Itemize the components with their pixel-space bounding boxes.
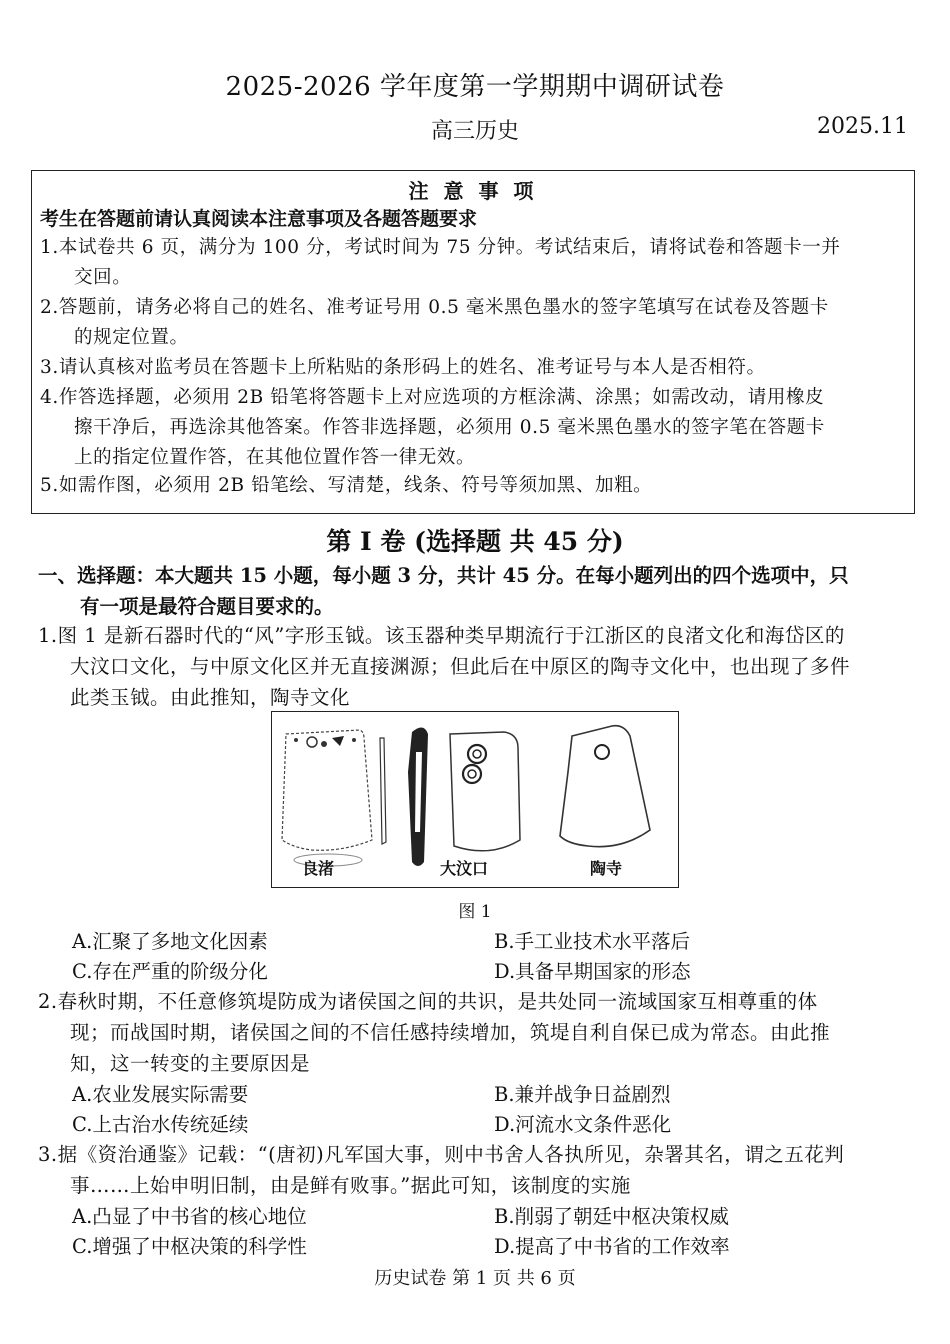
taosi-axe-image xyxy=(560,726,650,847)
question-2-option-d[interactable]: D.河流水文条件恶化 xyxy=(494,1113,672,1136)
question-1-line-2: 大汶口文化，与中原文化区并无直接渊源；但此后在中原区的陶寺文化中，也出现了多件 xyxy=(70,655,851,678)
question-2-line-1: 2.春秋时期，不任意修筑堤防成为诸侯国之间的共识，是共处同一流域国家互相尊重的体 xyxy=(38,990,818,1013)
figure-label-liangzhu: 良渚 xyxy=(302,859,335,878)
figure-label-taosi: 陶寺 xyxy=(590,859,623,878)
question-2-line-3: 知，这一转变的主要原因是 xyxy=(70,1052,311,1075)
notice-item-1-line-2: 交回。 xyxy=(74,267,132,288)
notice-item-1-line-1: 1.本试卷共 6 页，满分为 100 分，考试时间为 75 分钟。考试结束后，请将试卷和答题卡一并 xyxy=(40,237,841,258)
question-1-option-d[interactable]: D.具备早期国家的形态 xyxy=(494,960,691,983)
figure-label-dawenkou: 大汶口 xyxy=(440,859,489,878)
question-2-option-c[interactable]: C.上古治水传统延续 xyxy=(72,1113,249,1136)
question-3-option-d[interactable]: D.提高了中书省的工作效率 xyxy=(494,1235,730,1258)
figure-caption: 图 1 xyxy=(458,902,492,922)
notice-item-3 xyxy=(40,353,908,383)
section-title: 第 I 卷 (选择题 共 45 分) xyxy=(326,527,624,556)
question-2-stem xyxy=(38,986,918,1079)
question-1-stem xyxy=(38,620,918,713)
question-3-option-b[interactable]: B.削弱了朝廷中枢决策权威 xyxy=(494,1205,730,1228)
notice-subheading: 考生在答题前请认真阅读本注意事项及各题答题要求 xyxy=(40,208,478,230)
notice-item-4-line-3: 上的指定位置作答，在其他位置作答一律无效。 xyxy=(74,447,476,468)
exam-subject: 高三历史 xyxy=(430,119,519,144)
question-3-option-a[interactable]: A.凸显了中书省的核心地位 xyxy=(72,1205,307,1228)
question-2-line-2: 现；而战国时期，诸侯国之间的不信任感持续增加，筑堤自利自保已成为常态。由此推 xyxy=(70,1021,831,1044)
figure-jade-axes xyxy=(271,711,679,888)
notice-item-3-line-1: 3.请认真核对监考员在答题卡上所粘贴的条形码上的姓名、准考证号与本人是否相符。 xyxy=(40,357,766,378)
liangzhu-axe-image xyxy=(282,730,386,866)
question-2-option-b[interactable]: B.兼并战争日益剧烈 xyxy=(494,1083,671,1106)
section-instruction-line-2: 有一项是最符合题目要求的。 xyxy=(80,595,334,618)
notice-item-2 xyxy=(40,293,908,353)
notice-item-4-line-2: 擦干净后，再选涂其他答案。作答非选择题，必须用 0.5 毫米黑色墨水的签字笔在答题卡 xyxy=(74,417,825,438)
notice-item-1 xyxy=(40,233,908,293)
question-1-line-3: 此类玉钺。由此推知，陶寺文化 xyxy=(70,686,351,709)
question-3-stem xyxy=(38,1139,918,1201)
exam-title: 2025-2026 学年度第一学期期中调研试卷 xyxy=(225,72,725,102)
notice-item-2-line-1: 2.答题前，请务必将自己的姓名、准考证号用 0.5 毫米黑色墨水的签字笔填写在试卷及答题卡 xyxy=(40,297,829,318)
question-2-option-a[interactable]: A.农业发展实际需要 xyxy=(72,1083,249,1106)
notice-item-4 xyxy=(40,383,908,473)
question-1-option-b[interactable]: B.手工业技术水平落后 xyxy=(494,930,691,953)
question-1-line-1: 1.图 1 是新石器时代的“风”字形玉钺。该玉器种类早期流行于江浙区的良渚文化和海岱区的 xyxy=(38,624,845,647)
notice-item-5-line-1: 5.如需作图，必须用 2B 铅笔绘、写清楚，线条、符号等须加黑、加粗。 xyxy=(40,475,653,496)
question-3-line-1: 3.据《资治通鉴》记载：“(唐初)凡军国大事，则中书舍人各执所见，杂署其名，谓之五花判 xyxy=(38,1143,845,1166)
question-3-option-c[interactable]: C.增强了中枢决策的科学性 xyxy=(72,1235,307,1258)
notice-item-5 xyxy=(40,471,908,501)
question-1-option-c[interactable]: C.存在严重的阶级分化 xyxy=(72,960,268,983)
page-footer: 历史试卷 第 1 页 共 6 页 xyxy=(374,1268,576,1289)
notice-item-2-line-2: 的规定位置。 xyxy=(74,327,189,348)
notice-box xyxy=(31,170,915,514)
section-instruction xyxy=(38,560,918,622)
question-1-option-a[interactable]: A.汇聚了多地文化因素 xyxy=(72,930,268,953)
dawenkou-axe-image xyxy=(408,727,520,866)
section-instruction-line-1: 一、选择题：本大题共 15 小题，每小题 3 分，共计 45 分。在每小题列出的四个选项中，只 xyxy=(38,564,849,587)
notice-item-4-line-1: 4.作答选择题，必须用 2B 铅笔将答题卡上对应选项的方框涂满、涂黑；如需改动，请用橡皮 xyxy=(40,387,825,408)
notice-heading: 注 意 事 项 xyxy=(408,179,538,203)
exam-date: 2025.11 xyxy=(817,114,908,139)
question-3-line-2: 事……上始申明旧制，由是鲜有败事。”据此可知，该制度的实施 xyxy=(70,1174,631,1197)
